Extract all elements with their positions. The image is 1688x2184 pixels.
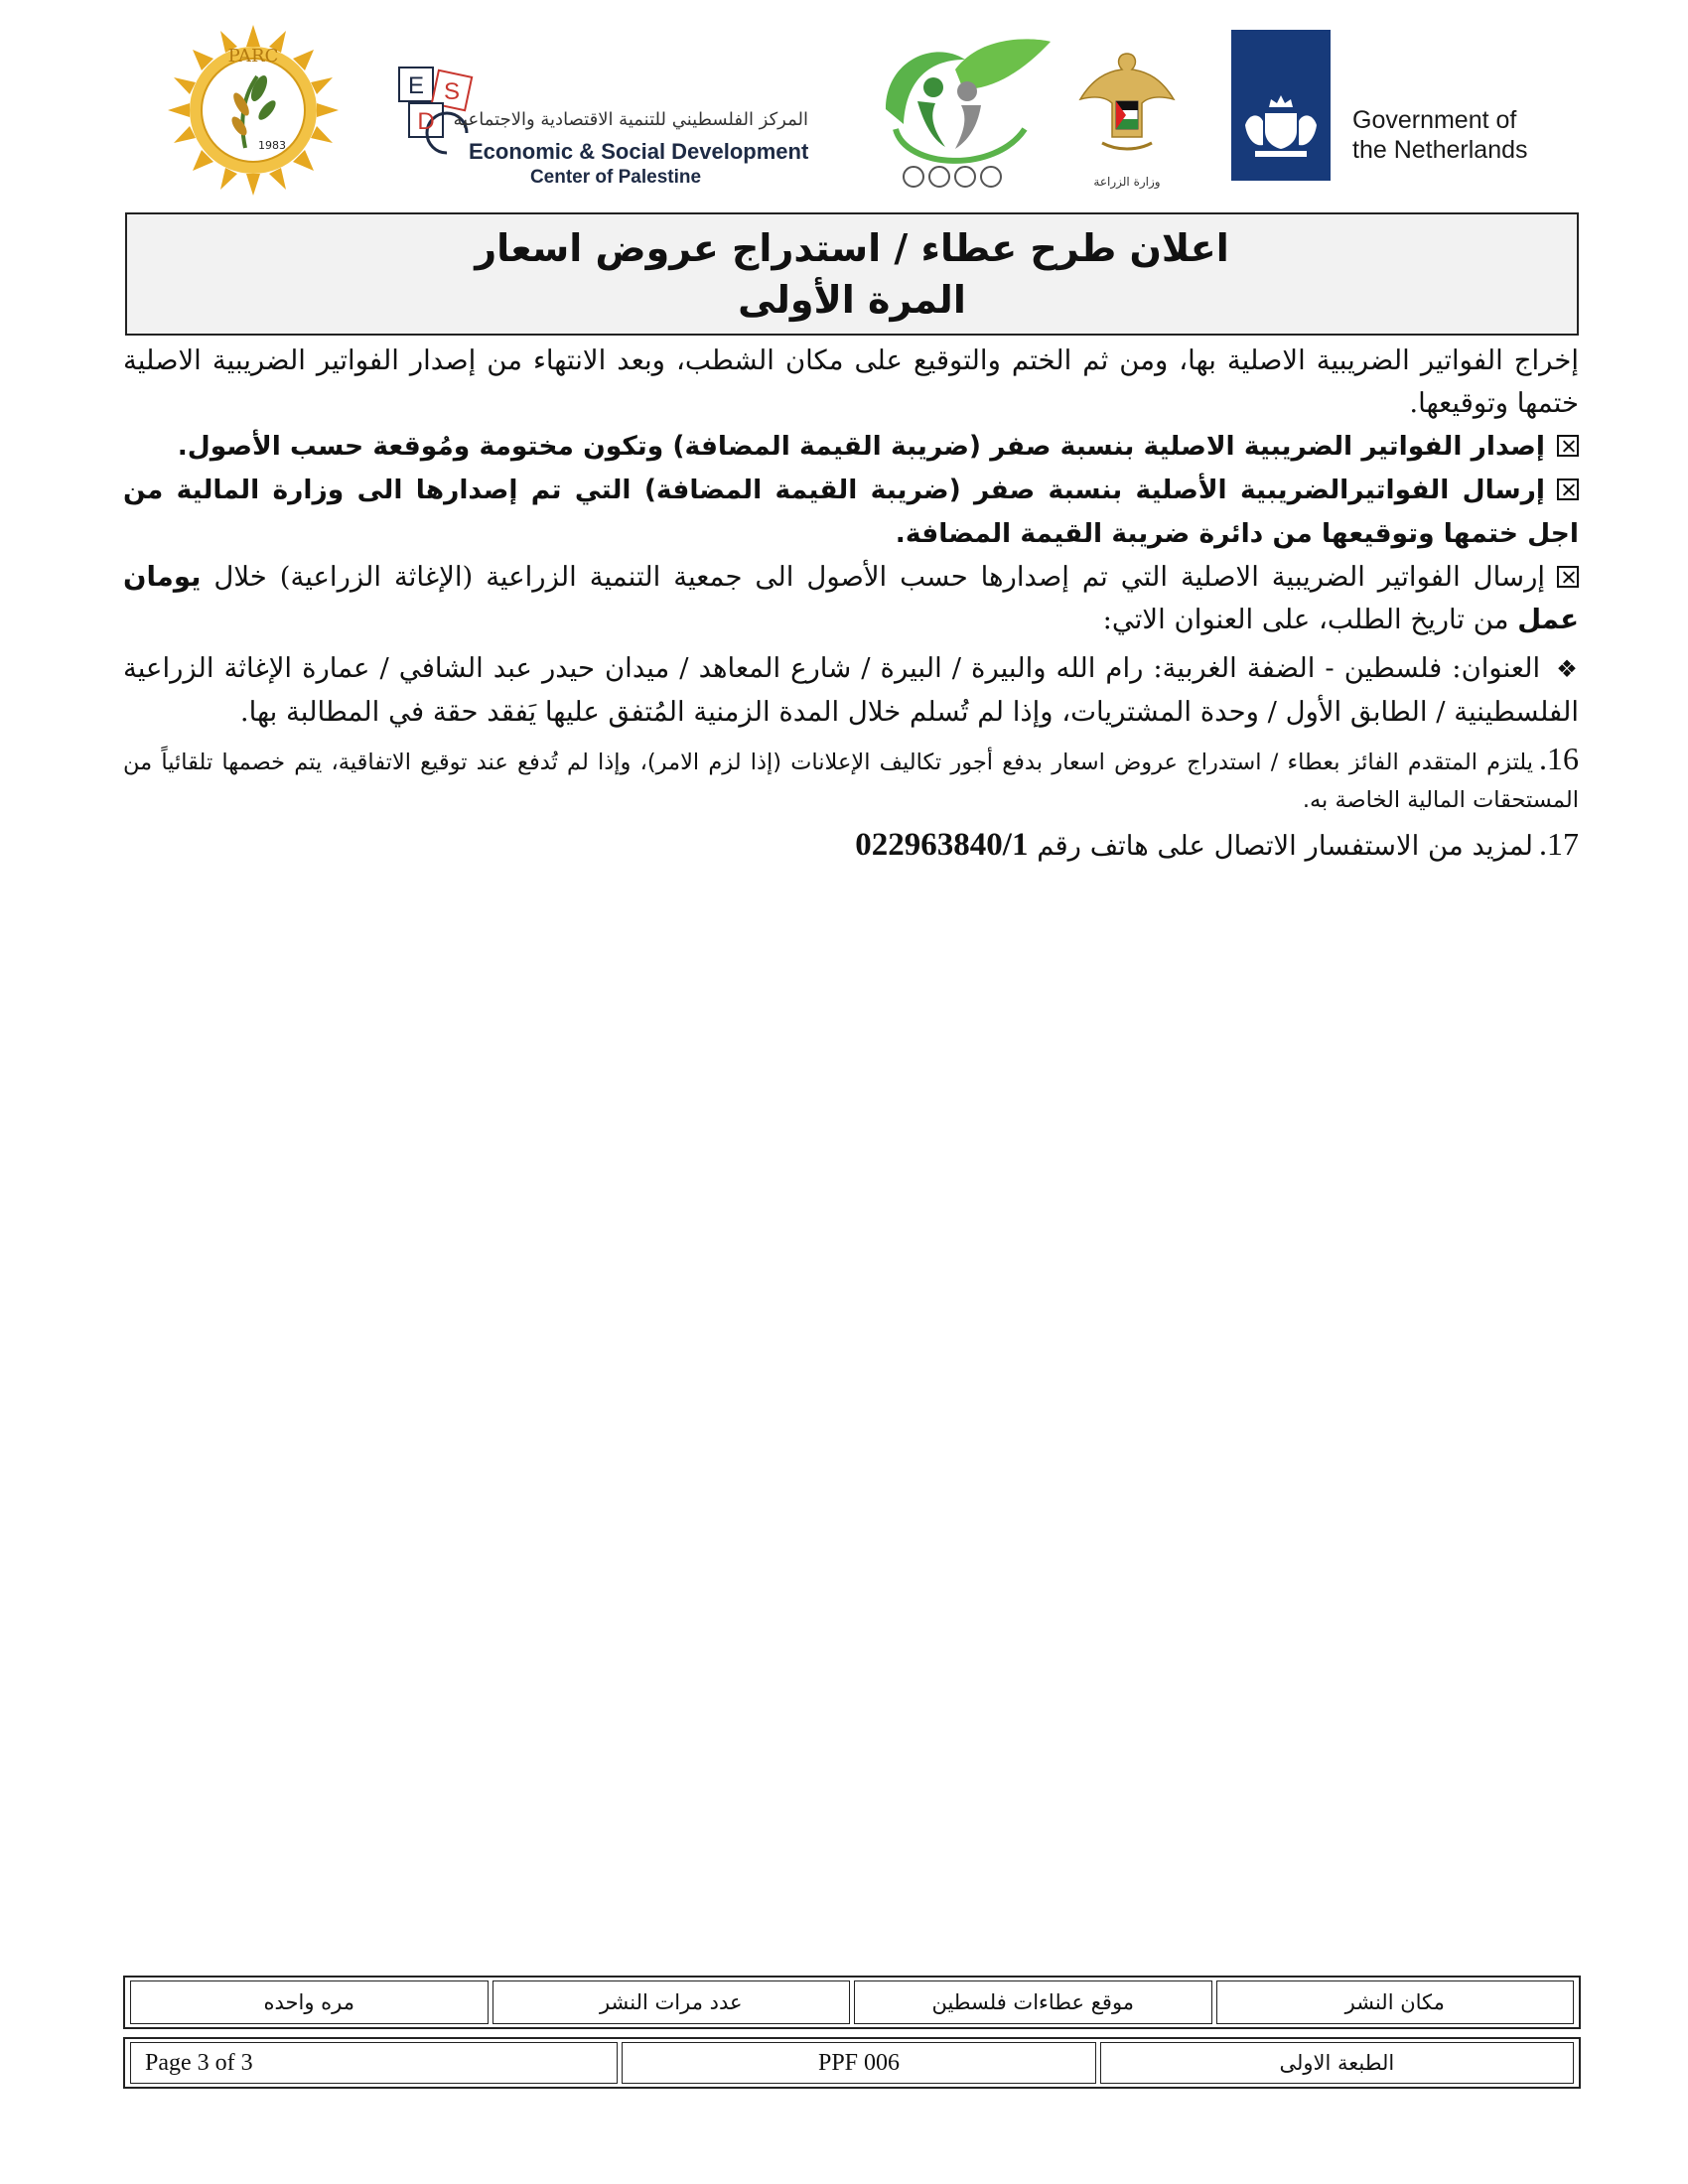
svg-text:E: E (407, 72, 425, 99)
netherlands-text (1352, 105, 1528, 165)
item3-text-b: من تاريخ الطلب، على العنوان الاتي: (1102, 604, 1509, 635)
document-footer-table (123, 2037, 1581, 2089)
page-number: Page 3 of 3 (130, 2042, 618, 2084)
parc-logo (147, 24, 359, 197)
document-body (123, 340, 1579, 868)
clause-17 (123, 823, 1579, 868)
netherlands-line2: the Netherlands (1352, 136, 1528, 164)
list-item-issue-invoices (123, 425, 1579, 469)
list-item-send-invoices-ministry (123, 469, 1579, 556)
svg-text:D: D (417, 108, 435, 135)
esdc-english-line1: Economic & Social Development (469, 139, 809, 164)
phone-number: 022963840/1 (855, 827, 1029, 863)
clause-16 (123, 740, 1579, 819)
leaf-figures-icon (856, 30, 1053, 189)
checkbox-checked-icon (1557, 478, 1579, 500)
title-line1: اعلان طرح عطاء / استدراج عروض اسعار (475, 226, 1229, 270)
item3-bold-days: يومان عمل (123, 561, 1579, 635)
checkbox-checked-icon (1557, 566, 1579, 588)
item2-text: إرسال الفواتيرالضريبية الأصلية بنسبة صفر (ضريبة القيمة المضافة) التي تم إصدارها الى وزارة المالية من اجل ختمها وتوقيعها من دائرة ضريبة القيمة المضافة. (123, 475, 1579, 549)
announcement-title-box (125, 212, 1579, 336)
publication-place-value: موقع عطاءات فلسطين (854, 1980, 1212, 2024)
clause-17-number: 17. (1539, 826, 1579, 862)
ministry-logo (1072, 40, 1182, 189)
esdc-logo (395, 64, 812, 198)
checkbox-checked-icon (1557, 435, 1579, 457)
title-line2: المرة الأولى (738, 278, 966, 322)
leaf-rings-logo (856, 30, 1053, 189)
eagle-icon (1072, 40, 1182, 167)
netherlands-logo (1231, 30, 1559, 181)
logo-row (0, 20, 1688, 189)
svg-text:1983: 1983 (258, 139, 286, 152)
address-text: العنوان: فلسطين - الضفة الغربية: رام الله والبيرة / البيرة / شارع المعاهد / ميدان حيدر عبد الشافي / عمارة الإغاثة الزراعية الفلسطينية / الطابق الأول / وحدة المشتريات، وإذا لم تُسلم خلال المدة الزمنية المُتفق عليها يَفقد حقة في المطالبة بها. (123, 652, 1579, 728)
list-item-send-invoices-parc (123, 556, 1579, 641)
clause-16-number: 16. (1539, 741, 1579, 776)
publication-info-table (123, 1976, 1581, 2029)
svg-text:PARC: PARC (227, 46, 279, 67)
publication-count-value: مره واحده (130, 1980, 489, 2024)
parc-sun-icon (147, 24, 359, 197)
publication-place-label: مكان النشر (1216, 1980, 1575, 2024)
address-paragraph (123, 647, 1579, 734)
clause-17-text: لمزيد من الاستفسار الاتصال على هاتف رقم (1037, 830, 1533, 862)
netherlands-line1: Government of (1352, 106, 1517, 134)
intro-paragraph: إخراج الفواتير الضريبية الاصلية بها، ومن ثم الختم والتوقيع على مكان الشطب، وبعد الانتهاء من إصدار الفواتير الضريبية الاصلية ختمها وتوقيعها. (123, 344, 1579, 419)
ministry-caption: وزارة الزراعة (1093, 175, 1161, 189)
esdc-arabic-name: المركز الفلسطيني للتنمية الاقتصادية والاجتماعية (453, 109, 808, 130)
clause-16-text: يلتزم المتقدم الفائز بعطاء / استدراج عروض اسعار بدفع أجور تكاليف الإعلانات (إذا لزم الامر)، وإذا لم تُدفع عند توقيع الاتفاقية، يتم خصمها تلقائياً من المستحقات المالية الخاصة به. (123, 750, 1579, 813)
item1-text: إصدار الفواتير الضريبية الاصلية بنسبة صفر (ضريبة القيمة المضافة) وتكون مختومة ومُوقعة حسب الأصول. (177, 431, 1545, 462)
diamond-bullet-icon: ❖ (1556, 655, 1579, 683)
item3-text-a: إرسال الفواتير الضريبية الاصلية التي تم إصدارها حسب الأصول الى جمعية التنمية الزراعية (الإغاثة الزراعية) خلال (213, 561, 1545, 593)
esdc-english-line2: Center of Palestine (529, 167, 702, 188)
edition-label: الطبعة الاولى (1100, 2042, 1574, 2084)
form-code: PPF 006 (622, 2042, 1095, 2084)
netherlands-crest-icon (1231, 30, 1331, 181)
svg-text:S: S (443, 78, 461, 105)
netherlands-crest-block (1231, 30, 1331, 181)
publication-count-label: عدد مرات النشر (492, 1980, 851, 2024)
